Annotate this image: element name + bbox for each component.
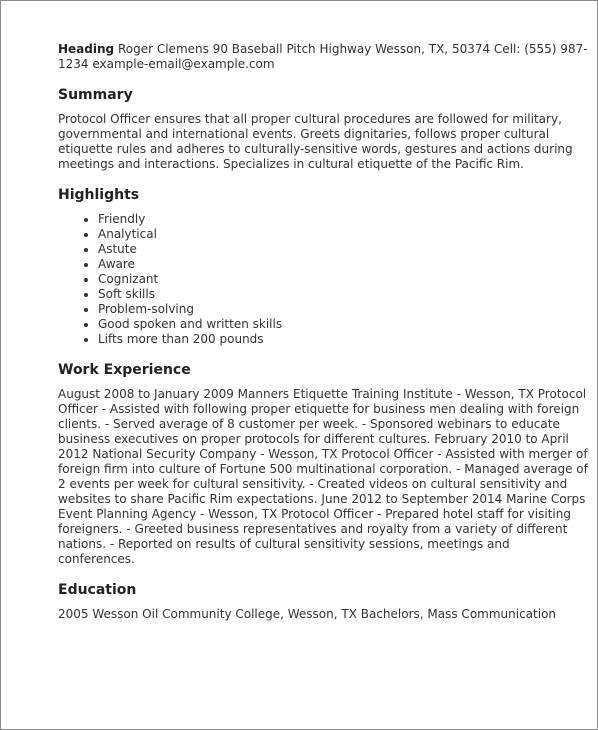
work-experience-text: August 2008 to January 2009 Manners Etiquette Training Institute - Wesson, TX Protocol Officer - Assisted with following proper etiquette for business men dealing with foreign clients. - Served average of 8 customer per week. - Sponsored webinars to educate business executives on proper protocols for different cultures. February 2010 to April 2012 National Security Company - Wesson, TX Protocol Officer - Assisted with merger of foreign firm into culture of Fortune 500 multinational corporation. - Managed average of 2 events per week for cultural sensitivity. - Created videos on cultural sensitivity and websites to share Pacific Rim expectations. June 2012 to September 2014 Marine Corps Event Planning Agency - Wesson, TX Protocol Officer - Prepared hotel staff for visiting foreigners. - Greeted business representatives and royalty from a variety of different nations. - Reported on results of cultural sensitivity sessions, meetings and conferences.	[58, 387, 588, 566]
highlight-item: • Aware	[98, 257, 590, 272]
heading-block	[58, 42, 590, 72]
education-text: 2005 Wesson Oil Community College, Wesson, TX Bachelors, Mass Communication	[58, 607, 557, 621]
highlight-item: • Problem-solving	[98, 302, 590, 317]
work-experience-title: Work Experience	[58, 362, 191, 378]
highlight-item: • Cognizant	[98, 272, 590, 287]
highlight-item: • Good spoken and written skills	[98, 317, 590, 332]
highlight-item: • Soft skills	[98, 287, 590, 302]
highlight-item: • Lifts more than 200 pounds	[98, 332, 590, 347]
resume-content	[58, 42, 590, 622]
heading-label: Heading	[58, 42, 115, 56]
summary-title: Summary	[58, 87, 133, 103]
highlight-item: • Friendly	[98, 212, 590, 227]
highlights-title: Highlights	[58, 187, 140, 203]
summary-text: Protocol Officer ensures that all proper cultural procedures are followed for military, governmental and international events. Greets dignitaries, follows proper cultural etiquette rules and adheres to culturally-sensitive words, gestures and actions during meetings and interactions. Specializes in cultural etiquette of the Pacific Rim.	[58, 112, 573, 171]
highlights-list	[58, 212, 590, 347]
highlight-item: • Astute	[98, 242, 590, 257]
heading-text: Roger Clemens 90 Baseball Pitch Highway Wesson, TX, 50374 Cell: (555) 987-1234 example-email@example.com	[58, 42, 588, 71]
highlight-item: • Analytical	[98, 227, 590, 242]
education-title: Education	[58, 582, 137, 598]
